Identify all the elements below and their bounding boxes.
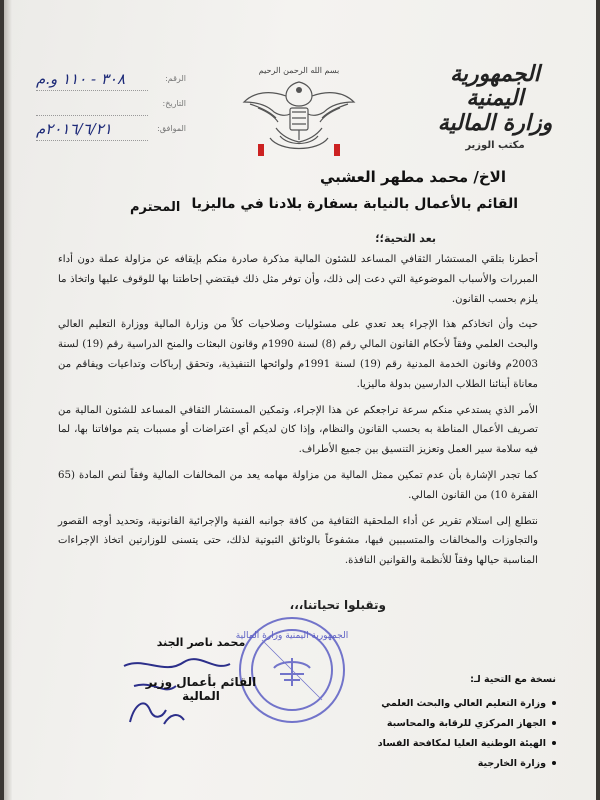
date-label: التاريخ: — [162, 99, 186, 108]
closing: وتقبلوا تحياتنا،،، — [289, 598, 386, 612]
office-name: مكتب الوزير — [465, 140, 525, 151]
corresponding-value: ٢٠١٦/٦/٢١م — [36, 120, 112, 138]
list-item: الجهاز المركزي للرقابة والمحاسبة — [296, 713, 556, 733]
basmala: بسم الله الرحمن الرحيم — [258, 66, 340, 75]
list-item: وزارة التعليم العالي والبحث العلمي — [296, 693, 556, 713]
republic-name: الجمهورية اليمنية — [450, 61, 540, 111]
list-item: وزارة الخارجية — [296, 753, 556, 773]
date-row — [36, 95, 186, 120]
letter-page — [4, 0, 596, 800]
body-paragraph: كما تجدر الإشارة بأن عدم تمكين ممثل المالية من مزاولة مهامه يعد من المخالفات المالية وفقاً لنص المادة (65 الفقرة 10) من القانون المالي. — [58, 469, 538, 501]
signature-block — [126, 636, 276, 703]
page-shadow — [4, 0, 12, 800]
ref-number-row — [36, 70, 186, 95]
greeting: بعد التحية؛؛ — [375, 232, 436, 245]
letterhead-right — [430, 62, 560, 151]
copies-heading: نسخة مع التحية لـ: — [470, 674, 556, 685]
corresponding-date-row — [36, 120, 186, 145]
ref-value: ٣٠٨ - ١١٠ و.م — [36, 70, 126, 88]
ref-label: الرقم: — [165, 74, 186, 83]
stamp-text: الجمهورية اليمنية وزارة المالية — [235, 631, 349, 641]
body-paragraph: أحطرنا بتلقي المستشار الثقافي المساعد للشئون المالية مذكرة صادرة منكم بإيقافه عن مزاولة عملة دون أداء المبررات والأسباب الموضوعية التي دعت إلى ذلك، وأن توفر مثل ذلك فيقتضي إحاطتنا بها للوقوف عليها واتخاذ ما يلزم بحسب القانون. — [58, 254, 538, 305]
corresponding-label: الموافق: — [157, 124, 186, 133]
list-item: الهيئة الوطنية العليا لمكافحة الفساد — [296, 733, 556, 753]
addressee-title: القائم بالأعمال بالنيابة بسفارة بلادنا في ماليزيا — [191, 196, 518, 212]
reference-block — [36, 70, 186, 145]
addressee-name: الاخ/ محمد مطهر العشبي — [319, 168, 506, 186]
signatory-title: القائم بأعمال وزير المالية — [145, 675, 257, 703]
body-paragraph: حيث وأن اتخاذكم هذا الإجراء يعد تعدي على مسئوليات وصلاحيات كلاً من وزارة المالية ووزارة التعليم العالي والبحث العلمي وفقاً لأحكام القانون المالي رقم (8) لسنة 1990م وقانون البعثات والمنح الدراسية رقم (19) لسنة 2003م وقانون الخدمة المدنية رقم (19) لسنة 1991م ولوائحها التنفيذية، وتحقق إرباكات وتداعيات ويفاقم من معاناة أبنائنا الطلاب الدارسين بدولة ماليزيا. — [58, 319, 539, 390]
respected-label: المحترم — [130, 200, 181, 215]
body-paragraph: نتطلع إلى استلام تقرير عن أداء الملحقية الثقافية من كافة جوانبه الفنية والإجرائية القانونية، وتحديد أوجه القصور والتجاوزات والمخالفات والمتسببين فيها، مشفوعاً بالوثائق الثبوتية لذلك، حتى يتسنى للوزارتين اتخاذ الإجراءات المناسبة حيالها وفقاً للأنظمة والقوانين النافذة. — [58, 515, 538, 567]
signatory-name: محمد ناصر الجند — [156, 636, 246, 649]
body-paragraph: الأمر الذي يستدعي منكم سرعة تراجعكم عن هذا الإجراء، وتمكين المستشار الثقافي المساعد للشئون المالية من تصريف الأعمال المناطة به بحسب القانون والنظام، وإذا كان لديكم أي اعتراضات أو مسببات يتم موافاتنا بها، لما فيه سلامة سير العمل وتعزيز التنسيق بين جميع الأطراف. — [58, 404, 538, 456]
letter-body — [58, 250, 538, 577]
eagle-emblem-icon — [240, 62, 358, 160]
ministry-name: وزارة المالية — [437, 110, 553, 136]
copies-list — [296, 674, 556, 773]
